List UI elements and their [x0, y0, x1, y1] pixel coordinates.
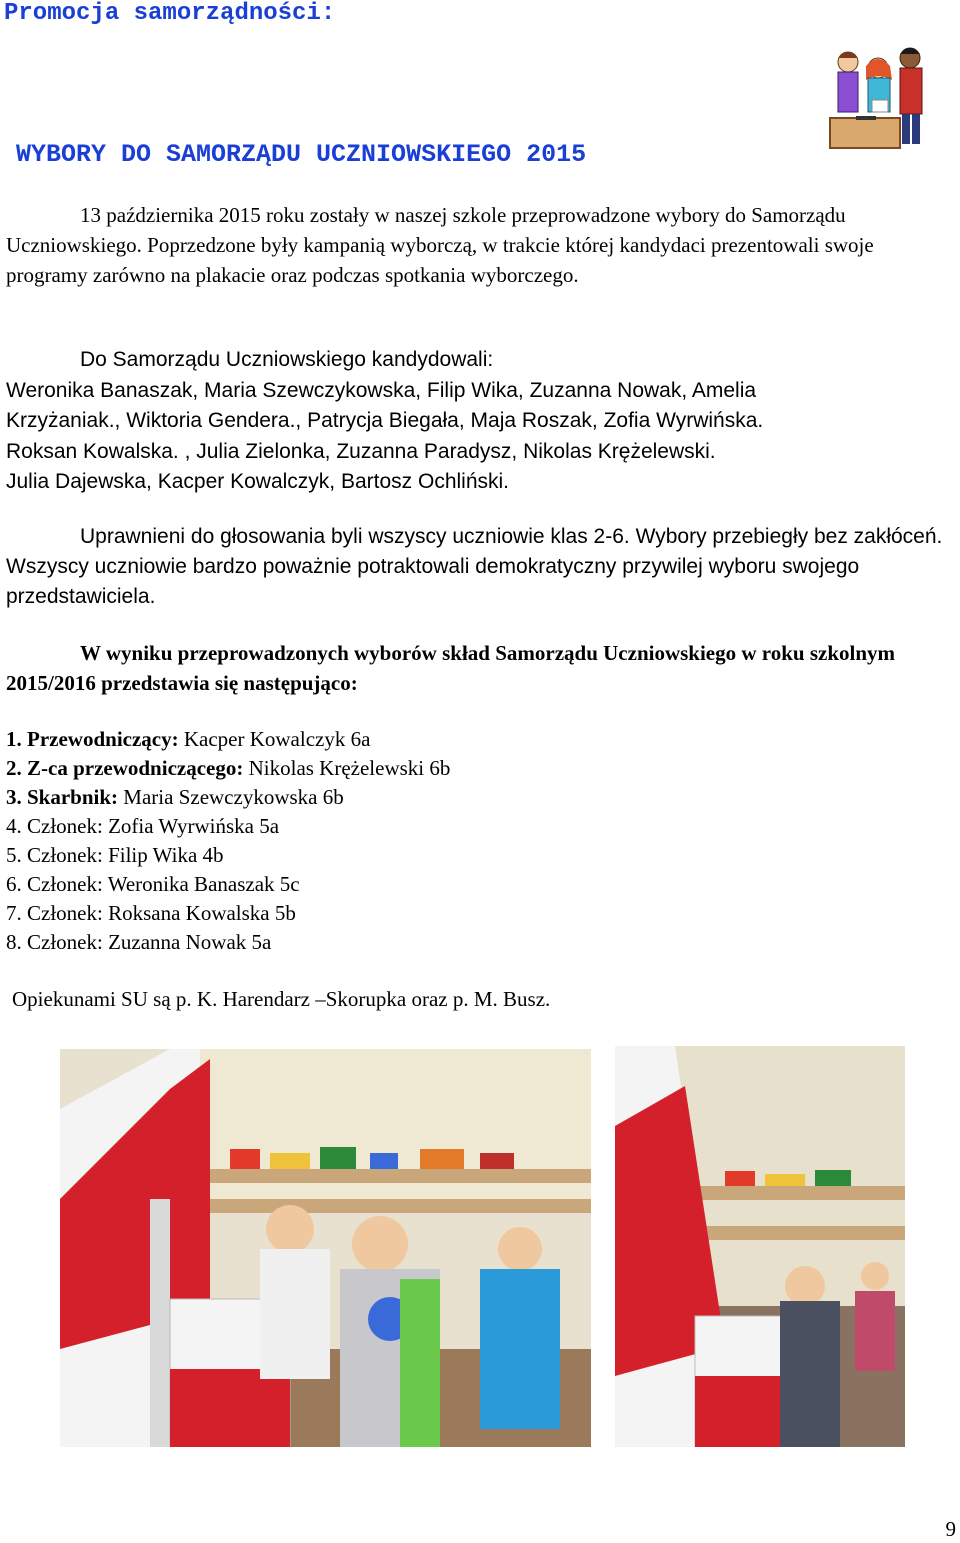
roster-member-name: Roksana Kowalska 5b — [102, 901, 296, 925]
roster-role-label: Skarbnik: — [27, 785, 119, 809]
intro-paragraph — [6, 200, 956, 290]
roster-role — [6, 872, 103, 896]
candidates-line: Julia Dajewska, Kacper Kowalczyk, Bartosz Ochliński. — [6, 470, 510, 493]
candidates-intro: Do Samorządu Uczniowskiego kandydowali: — [80, 348, 494, 371]
roster-role-label: Członek: — [27, 901, 103, 925]
page-header-title: Promocja samorządności: — [4, 0, 336, 27]
roster-role — [6, 727, 179, 751]
council-roster — [6, 725, 450, 957]
caretakers-line: Opiekunami SU są p. K. Harendarz –Skorupka oraz p. M. Busz. — [12, 987, 551, 1011]
roster-number: 3. — [6, 785, 27, 809]
candidates-line: Weronika Banaszak, Maria Szewczykowska, Filip Wika, Zuzanna Nowak, Amelia — [6, 378, 757, 402]
candidates-line: Roksan Kowalska. , Julia Zielonka, Zuzanna Paradysz, Nikolas Krężelewski. — [6, 439, 716, 463]
roster-item — [6, 725, 450, 754]
roster-member-name: Weronika Banaszak 5c — [102, 872, 300, 896]
roster-member-name: Filip Wika 4b — [102, 843, 224, 867]
roster-member-name: Zofia Wyrwińska 5a — [102, 814, 280, 838]
voting-text: Uprawnieni do głosowania byli wszyscy uczniowie klas 2-6. Wybory przebiegły bez zakłóceń. Wszyscy uczniowie bardzo poważnie potraktowali demokratyczny przywilej wyboru swojego przedstawiciela. — [6, 525, 943, 608]
roster-member-name: Kacper Kowalczyk 6a — [178, 727, 371, 751]
intro-text: 13 października 2015 roku zostały w naszej szkole przeprowadzone wybory do Samorządu Uczniowskiego. Poprzedzone były kampanią wyborczą, w trakcie której kandydaci prezentowali swoje programy zarówno na plakacie oraz podczas spotkania wyborczego. — [6, 203, 874, 287]
roster-item — [6, 841, 450, 870]
roster-number: 1. — [6, 727, 27, 751]
roster-role-label: Z-ca przewodniczącego: — [27, 756, 244, 780]
article-title: WYBORY DO SAMORZĄDU UCZNIOWSKIEGO 2015 — [16, 140, 587, 169]
roster-item — [6, 754, 450, 783]
roster-role — [6, 756, 243, 780]
roster-role-label: Członek: — [27, 814, 103, 838]
roster-role-label: Członek: — [27, 843, 103, 867]
roster-role-label: Członek: — [27, 930, 103, 954]
roster-number: 8. — [6, 930, 27, 954]
roster-role-label: Członek: — [27, 872, 103, 896]
roster-item — [6, 928, 450, 957]
roster-role — [6, 930, 103, 954]
result-heading-text: W wyniku przeprowadzonych wyborów skład Samorządu Uczniowskiego w roku szkolnym 2015/2016 przedstawia się następująco: — [6, 641, 896, 695]
voting-children-clipart — [826, 40, 936, 152]
roster-number: 6. — [6, 872, 27, 896]
roster-role — [6, 901, 103, 925]
candidates-paragraph — [6, 345, 956, 498]
roster-number: 4. — [6, 814, 27, 838]
roster-role — [6, 785, 118, 809]
roster-member-name: Maria Szewczykowska 6b — [118, 785, 344, 809]
roster-item — [6, 812, 450, 841]
roster-member-name: Nikolas Krężelewski 6b — [243, 756, 451, 780]
roster-number: 5. — [6, 843, 27, 867]
page-number: 9 — [945, 1517, 956, 1541]
roster-role — [6, 814, 103, 838]
ballot-photo-left — [60, 1049, 591, 1447]
voting-paragraph — [6, 522, 956, 612]
ballot-photo-right — [615, 1046, 905, 1447]
result-heading — [6, 638, 956, 698]
roster-item — [6, 870, 450, 899]
roster-number: 7. — [6, 901, 27, 925]
roster-number: 2. — [6, 756, 27, 780]
roster-member-name: Zuzanna Nowak 5a — [102, 930, 272, 954]
roster-item — [6, 783, 450, 812]
roster-role-label: Przewodniczący: — [27, 727, 179, 751]
candidates-line: Krzyżaniak., Wiktoria Gendera., Patrycja Biegała, Maja Roszak, Zofia Wyrwińska. — [6, 409, 764, 432]
roster-item — [6, 899, 450, 928]
roster-role — [6, 843, 103, 867]
